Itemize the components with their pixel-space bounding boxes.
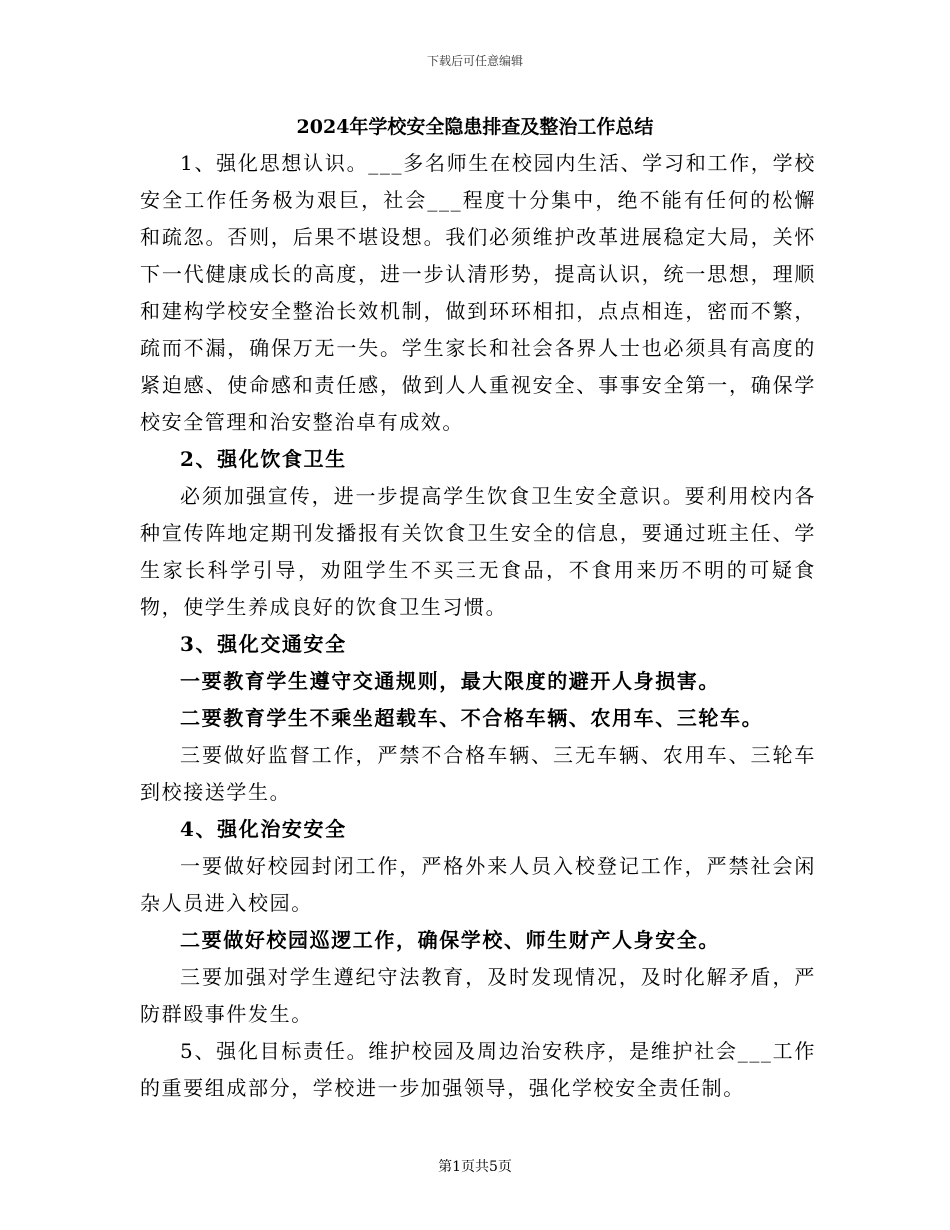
security-item-2: 二要做好校园巡逻工作，确保学校、师生财产人身安全。 <box>180 928 720 952</box>
traffic-item-1: 一要教育学生遵守交通规则，最大限度的避开人身损害。 <box>180 669 720 693</box>
section-heading-traffic-safety: 3、强化交通安全 <box>180 632 347 656</box>
page-header-note: 下载后可任意编辑 <box>426 54 523 68</box>
page-number: 第1页共5页 <box>438 1159 512 1175</box>
paragraph-food-hygiene: 必须加强宣传，进一步提高学生饮食卫生安全意识。要利用校内各种宣传阵地定期刊发播报有关饮食卫生安全的信息，要通过班主任、学生家长科学引导，劝阻学生不买三无食品，不食用来历不明的可疑食物，使学生养成良好的饮食卫生习惯。 <box>140 484 816 619</box>
section-heading-public-security: 4、强化治安安全 <box>180 817 347 841</box>
document-title: 2024年学校安全隐患排查及整治工作总结 <box>296 116 654 138</box>
security-item-3: 三要加强对学生遵纪守法教育，及时发现情况，及时化解矛盾，严防群殴事件发生。 <box>140 965 816 1026</box>
paragraph-1: 1、强化思想认识。___多名师生在校园内生活、学习和工作，学校安全工作任务极为艰巨，社会___程度十分集中，绝不能有任何的松懈和疏忽。否则，后果不堪设想。我们必须维护改革进展稳定大局，关怀下一代健康成长的高度，进一步认清形势，提高认识，统一思想，理顺和建构学校安全整治长效机制，做到环环相扣，点点相连，密而不繁，疏而不漏，确保万无一失。学生家长和社会各界人士也必须具有高度的紧迫感、使命感和责任感，做到人人重视安全、事事安全第一，确保学校安全管理和治安整治卓有成效。 <box>140 151 816 434</box>
security-item-1: 一要做好校园封闭工作，严格外来人员入校登记工作，严禁社会闲杂人员进入校园。 <box>140 854 816 915</box>
paragraph-target-responsibility: 5、强化目标责任。维护校园及周边治安秩序，是维护社会___工作的重要组成部分，学校进一步加强领导，强化学校安全责任制。 <box>140 1039 816 1100</box>
traffic-item-3: 三要做好监督工作，严禁不合格车辆、三无车辆、农用车、三轮车到校接送学生。 <box>140 743 816 804</box>
section-heading-food-hygiene: 2、强化饮食卫生 <box>180 447 347 471</box>
traffic-item-2: 二要教育学生不乘坐超载车、不合格车辆、农用车、三轮车。 <box>180 706 764 730</box>
document-body <box>140 145 816 1107</box>
